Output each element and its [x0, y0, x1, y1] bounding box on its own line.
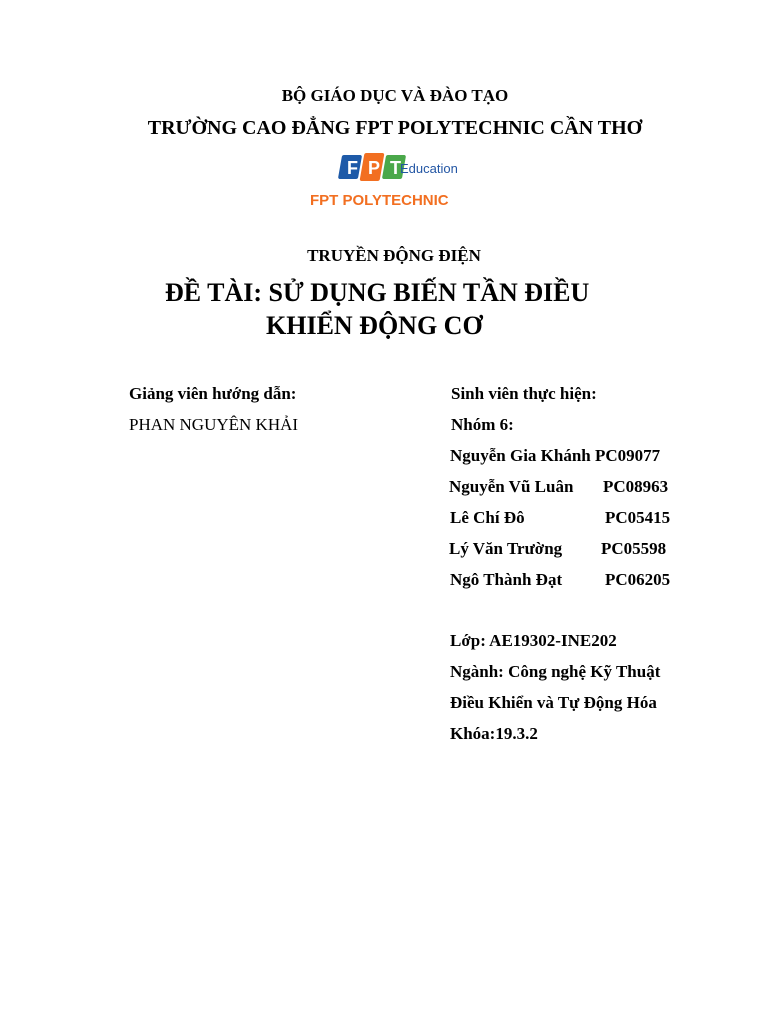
- member-row: [449, 539, 679, 561]
- member-id: PC05598: [601, 539, 667, 558]
- member-id: PC05415: [605, 508, 671, 527]
- class-info: Lớp: AE19302-INE202: [450, 631, 617, 650]
- member-id: PC09077: [595, 446, 661, 465]
- logo-letter-t: T: [390, 158, 401, 178]
- logo-letter-f: F: [347, 158, 358, 178]
- member-row: [450, 570, 680, 592]
- member-row: [450, 508, 680, 530]
- topic-line-1: ĐỀ TÀI: SỬ DỤNG BIẾN TẦN ĐIỀU: [165, 278, 590, 307]
- group-label: Nhóm 6:: [451, 415, 514, 434]
- course-info: Khóa:19.3.2: [450, 724, 538, 743]
- member-id: PC06205: [605, 570, 671, 589]
- fpt-polytechnic-logo: [310, 150, 480, 212]
- instructor-label: Giảng viên hướng dẫn:: [129, 384, 297, 403]
- subject-title: TRUYỀN ĐỘNG ĐIỆN: [307, 246, 481, 265]
- member-name: Ngô Thành Đạt: [450, 570, 563, 589]
- logo-education-text: Education: [400, 161, 458, 176]
- member-id: PC08963: [603, 477, 669, 496]
- member-row: [450, 446, 660, 466]
- member-name: Nguyễn Vũ Luân: [449, 477, 574, 496]
- major-line-1: Ngành: Công nghệ Kỹ Thuật: [450, 662, 661, 681]
- fpt-letter-tiles: [338, 153, 406, 181]
- ministry-title: BỘ GIÁO DỤC VÀ ĐÀO TẠO: [281, 86, 509, 105]
- topic-line-2: KHIỂN ĐỘNG CƠ: [266, 311, 483, 340]
- school-title: TRƯỜNG CAO ĐẲNG FPT POLYTECHNIC CẦN THƠ: [147, 117, 643, 139]
- member-row: [449, 477, 679, 499]
- member-name: Lý Văn Trường: [449, 539, 563, 558]
- logo-polytechnic-text: FPT POLYTECHNIC: [310, 192, 449, 209]
- students-label: Sinh viên thực hiện:: [451, 384, 597, 403]
- major-line-2: Điều Khiển và Tự Động Hóa: [450, 693, 657, 712]
- instructor-name: PHAN NGUYÊN KHẢI: [129, 415, 299, 434]
- member-name: Lê Chí Đô: [450, 508, 525, 527]
- logo-letter-p: P: [368, 158, 381, 178]
- member-name: Nguyễn Gia Khánh: [450, 446, 591, 465]
